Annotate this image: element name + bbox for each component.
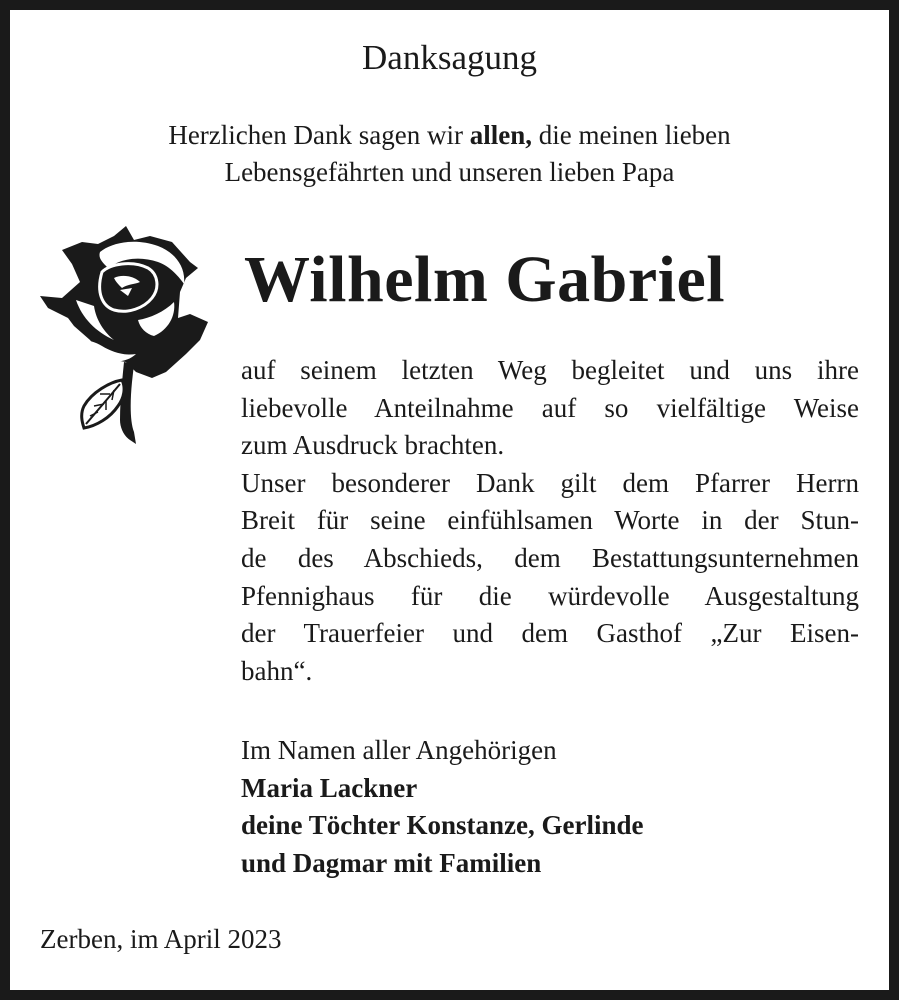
body-line: Pfennighaus für die würdevolle Ausgestaltung [241, 580, 859, 611]
intro-line-1-start: Herzlichen Dank sagen wir [168, 120, 463, 150]
signature-block [241, 732, 643, 882]
deceased-name: Wilhelm Gabriel [244, 243, 726, 316]
body-line: zum Ausdruck brachten. [241, 430, 505, 461]
body-line: Breit für seine einfühlsamen Worte in der Stun- [241, 505, 859, 536]
body-line: de des Abschieds, dem Bestattungsunternehmen [241, 542, 859, 573]
body-line: Unser besonderer Dank gilt dem Pfarrer Herrn [241, 467, 859, 498]
intro-text [0, 117, 899, 191]
body-line: auf seinem letzten Weg begleitet und uns ihre [241, 355, 859, 385]
rose-icon [40, 222, 210, 446]
signature-intro: Im Namen aller Angehörigen [241, 735, 557, 765]
body-line: der Trauerfeier und dem Gasthof „Zur Eisen- [241, 618, 859, 649]
place-and-date: Zerben, im April 2023 [40, 924, 282, 954]
intro-emphasis: allen, [469, 120, 532, 150]
signature-name: deine Töchter Konstanze, Gerlinde [241, 810, 644, 840]
body-line: bahn“. [241, 655, 313, 686]
intro-line-2: Lebensgefährten und unseren lieben Papa [224, 157, 675, 187]
body-text [241, 352, 859, 690]
notice-heading: Danksagung [362, 38, 537, 77]
signature-name: Maria Lackner [241, 772, 418, 803]
signature-name: und Dagmar mit Familien [241, 847, 542, 878]
body-line: liebevolle Anteilnahme auf so vielfältige Weise [241, 392, 859, 423]
intro-line-1 [0, 117, 899, 154]
intro-line-1-end: die meinen lieben [538, 120, 731, 150]
